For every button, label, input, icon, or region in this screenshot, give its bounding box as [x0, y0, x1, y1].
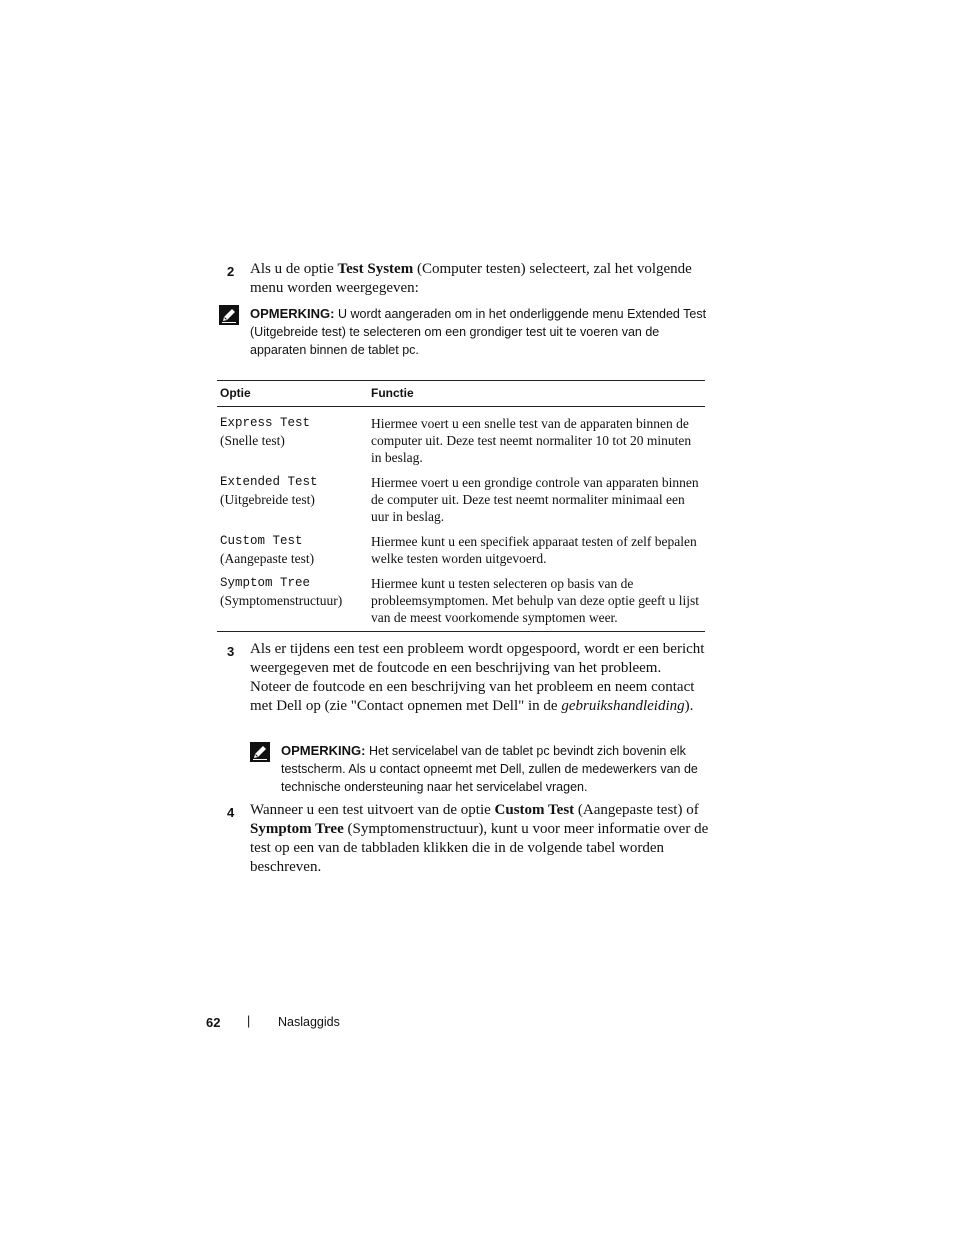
column-header-optie: Optie — [217, 381, 368, 407]
step-number: 4 — [227, 805, 235, 820]
footer-title: Naslaggids — [278, 1015, 340, 1029]
column-header-functie: Functie — [368, 381, 705, 407]
option-cell: Symptom Tree (Symptomenstructuur) — [217, 567, 368, 632]
note-label: OPMERKING: — [250, 306, 335, 321]
step-text: Wanneer u een test uitvoert van de optie Custom Test (Aangepaste test) of Symptom Tree (Symptomenstructuur), kunt u voor meer informatie over de test op een van de tabbladen klikken die in de volgende tabel worden beschreven. — [250, 802, 709, 875]
option-cell: Express Test (Snelle test) — [220, 416, 311, 448]
function-cell: Hiermee voert u een snelle test van de apparaten binnen de computer uit. Deze test neemt normaliter 10 tot 20 minuten in beslag. — [371, 416, 692, 465]
options-table — [217, 380, 705, 632]
table-row — [217, 407, 705, 467]
table-row — [217, 525, 705, 567]
step-number: 3 — [227, 644, 235, 659]
note-text: OPMERKING: Het servicelabel van de tablet pc bevindt zich bovenin elk testscherm. Als u contact opneemt met Dell, zullen de medewerkers van de technische ondersteuning naar het servicelabel vragen. — [281, 743, 698, 794]
note-pencil-icon — [250, 742, 270, 762]
note-label: OPMERKING: — [281, 743, 366, 758]
table-row — [217, 466, 705, 525]
option-cell: Extended Test (Uitgebreide test) — [220, 475, 318, 507]
step-text: Als er tijdens een test een probleem wordt opgespoord, wordt er een bericht weergegeven met de foutcode en een beschrijving van het probleem. Noteer de foutcode en een beschrijving van het probleem en neem contact met Dell op (zie "Contact opnemen met Dell" in de gebruikshandleiding). — [250, 641, 705, 714]
note-pencil-icon — [219, 305, 239, 325]
option-cell: Custom Test (Aangepaste test) — [220, 534, 315, 566]
function-cell: Hiermee kunt u een specifiek apparaat testen of zelf bepalen welke testen worden uitgevoerd. — [371, 534, 697, 566]
function-cell: Hiermee voert u een grondige controle van apparaten binnen de computer uit. Deze test neemt normaliter minimaal een uur in beslag. — [371, 475, 699, 524]
footer-separator: | — [247, 1014, 251, 1028]
page-number: 62 — [206, 1015, 221, 1030]
function-cell: Hiermee kunt u testen selecteren op basis van de probleemsymptomen. Met behulp van deze optie geeft u lijst van de meest voorkomende symptomen weer. — [368, 567, 705, 632]
step-number: 2 — [227, 264, 235, 279]
table-header-row — [217, 381, 705, 407]
table-row — [217, 567, 705, 632]
step-text: Als u de optie Test System (Computer testen) selecteert, zal het volgende menu worden weergegeven: — [250, 261, 692, 296]
note-text: OPMERKING: U wordt aangeraden om in het onderliggende menu Extended Test (Uitgebreide test) te selecteren om een grondiger test uit te voeren van de apparaten binnen de tablet pc. — [250, 306, 707, 357]
page-footer — [206, 1015, 220, 1030]
